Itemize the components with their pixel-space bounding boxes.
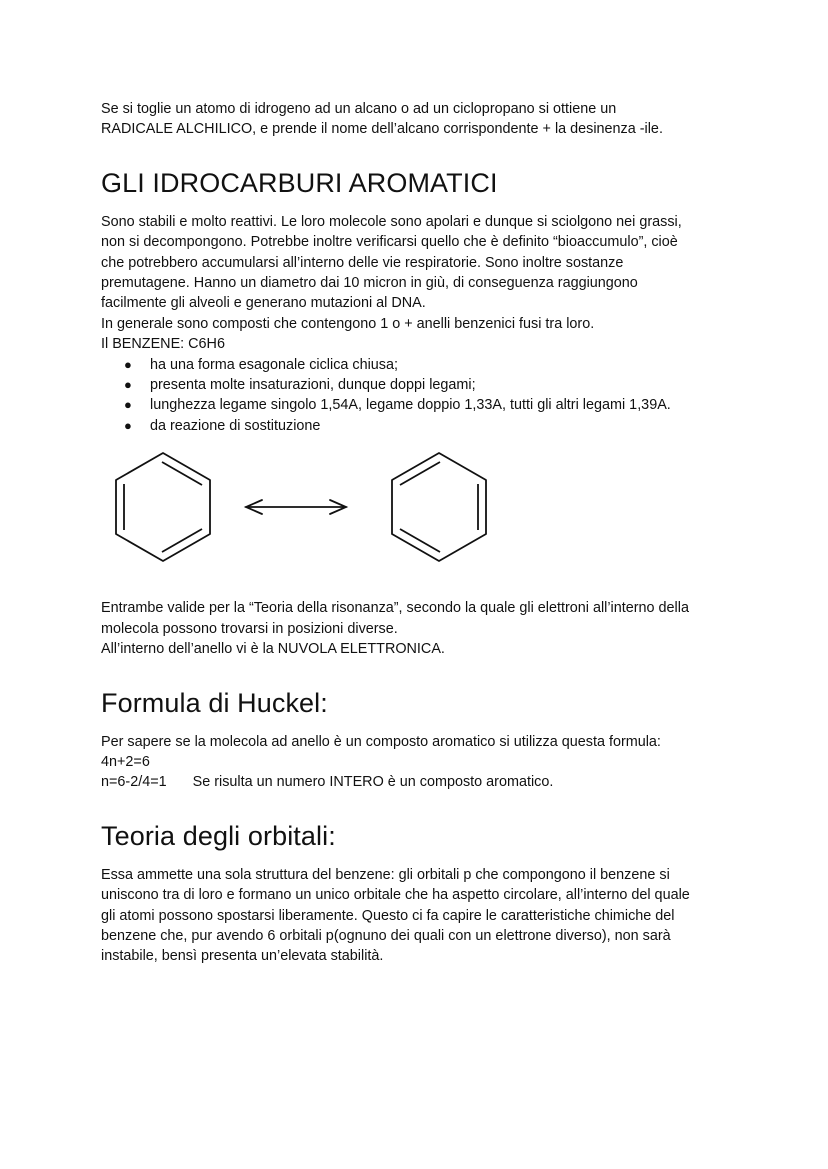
paragraph-line: Sono stabili e molto reattivi. Le loro molecole sono apolari e dunque si sciolgono nei grassi,: [101, 213, 682, 230]
huckel-calculation: [101, 772, 741, 792]
paragraph-line: Essa ammette una sola struttura del benzene: gli orbitali p che compongono il benzene si: [101, 866, 670, 883]
paragraph-line: premutagene. Hanno un diametro dai 10 micron in giù, di conseguenza raggiungono: [101, 275, 638, 292]
paragraph-line: uniscono tra di loro e formano un unico orbitale che ha aspetto circolare, all’interno del quale: [101, 887, 690, 904]
list-item: [124, 416, 741, 436]
benzene-properties-list: [101, 355, 741, 437]
huckel-paragraph: [101, 732, 741, 793]
paragraph-line: Entrambe valide per la “Teoria della risonanza”, secondo la quale gli elettroni all’interno della: [101, 600, 689, 617]
benzene-structure-left: [116, 453, 210, 561]
huckel-formula: 4n+2=6: [101, 753, 150, 770]
section-title-huckel: Formula di Huckel:: [101, 687, 328, 718]
paragraph-line: Per sapere se la molecola ad anello è un composto aromatico si utilizza questa formula:: [101, 733, 661, 750]
list-item-text: presenta molte insaturazioni, dunque doppi legami;: [150, 377, 476, 394]
orbitali-paragraph: [101, 865, 741, 967]
intro-line-1: Se si toglie un atomo di idrogeno ad un alcano o ad un ciclopropano si ottiene un: [101, 101, 617, 117]
bullet-icon: ●: [124, 356, 132, 372]
bullet-icon: ●: [124, 397, 132, 413]
bullet-icon: ●: [124, 377, 132, 393]
bullet-icon: ●: [124, 417, 132, 433]
section-title-aromatici: GLI IDROCARBURI AROMATICI: [101, 167, 498, 198]
list-item: [124, 375, 741, 395]
paragraph-line: gli atomi possono spostarsi liberamente. Questo ci fa capire le caratteristiche chimiche del: [101, 907, 675, 924]
paragraph-line: Il BENZENE: C6H6: [101, 336, 225, 353]
paragraph-line: instabile, bensì presenta un’elevata stabilità.: [101, 948, 384, 965]
paragraph-line: che potrebbero accumularsi all’interno delle vie respiratorie. Sono inoltre sostanze: [101, 254, 624, 271]
paragraph-line: All’interno dell’anello vi è la NUVOLA ELETTRONICA.: [101, 641, 445, 658]
resonance-structures-svg: [0, 450, 828, 580]
intro-line-2: RADICALE ALCHILICO, e prende il nome dell’alcano corrispondente + la desinenza -ile.: [101, 121, 663, 138]
benzene-structure-right: [392, 453, 486, 561]
section-title-orbitali: Teoria degli orbitali:: [101, 820, 336, 851]
list-item-text: da reazione di sostituzione: [150, 417, 321, 434]
paragraph-line: non si decompongono. Potrebbe inoltre verificarsi quello che è definito “bioaccumulo”, cioè: [101, 234, 678, 251]
section1-paragraph: [101, 212, 741, 355]
resonance-paragraph: [101, 598, 741, 659]
paragraph-line: molecola possono trovarsi in posizioni diverse.: [101, 620, 398, 637]
huckel-calculation-note: Se risulta un numero INTERO è un composto aromatico.: [192, 774, 554, 791]
list-item-text: ha una forma esagonale ciclica chiusa;: [150, 356, 398, 373]
resonance-arrow-icon: [246, 500, 346, 514]
list-item: [124, 395, 741, 415]
benzene-resonance-diagram: [0, 450, 828, 580]
paragraph-line: facilmente gli alveoli e generano mutazioni al DNA.: [101, 295, 426, 312]
paragraph-line: benzene che, pur avendo 6 orbitali p(ognuno dei quali con un elettrone diverso), non sarà: [101, 927, 671, 944]
paragraph-line: In generale sono composti che contengono 1 o + anelli benzenici fusi tra loro.: [101, 315, 595, 332]
list-item-text: lunghezza legame singolo 1,54A, legame doppio 1,33A, tutti gli altri legami 1,39A.: [150, 397, 671, 414]
huckel-calculation-formula: n=6-2/4=1: [101, 774, 167, 791]
document-page: [101, 99, 741, 967]
list-item: [124, 355, 741, 375]
